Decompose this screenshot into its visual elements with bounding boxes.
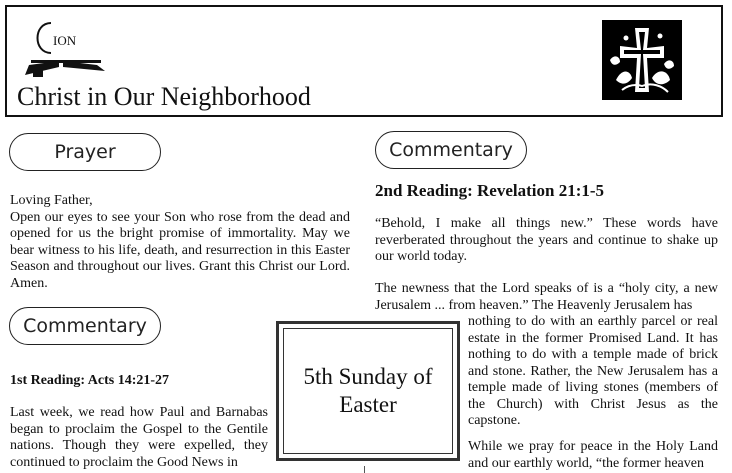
prayer-text [10, 193, 350, 292]
second-reading-paragraph-3: While we pray for peace in the Holy Land and our earthly world, “the former heaven [468, 439, 718, 471]
cion-logo-icon [19, 17, 109, 79]
first-reading-body: Last week, we read how Paul and Barnabas began to proclaim the Gospel to the Gentile nations. Though they were expelled, they continued to proclaim the Good News in [10, 405, 268, 470]
second-reading-paragraph-1: “Behold, I make all things new.” These words have reverberated throughout the years and continue to shake up our world today. [375, 216, 718, 264]
second-reading-heading: 2nd Reading: Revelation 21:1-5 [375, 181, 605, 200]
first-reading-heading: 1st Reading: Acts 14:21-27 [10, 373, 170, 388]
site-title: Christ in Our Neighborhood [17, 82, 311, 111]
commentary-label-right: Commentary [375, 131, 527, 169]
divider-tick [364, 466, 365, 473]
feature-title: 5th Sunday of Easter [283, 328, 453, 454]
prayer-body: Open our eyes to see your Son who rose from the dead and opened for us the bright promise of immortality. May we bear witness to his life, death, and resurrection in this Easter Season and throughout our lives. Grant this Christ our Lord. Amen. [10, 209, 350, 291]
commentary-label-left: Commentary [9, 307, 161, 345]
prayer-label: Prayer [9, 133, 161, 171]
cross-lily-icon [602, 20, 682, 100]
prayer-salutation: Loving Father, [10, 193, 93, 208]
second-reading-paragraph-2: The newness that the Lord speaks of is a “holy city, a new Jerusalem ... from heaven.” The Heavenly Jerusalem has [375, 281, 718, 313]
logo-text: ION [53, 33, 77, 48]
feature-box [276, 321, 460, 461]
second-reading-paragraph-2-continued: nothing to do with an earthly parcel or real estate in the former Promised Land. It has nothing to do with a temple made of brick and stone. Rather, the New Jerusalem has a temple made of living stones (members of the Church) with Christ Jesus as the capstone. [468, 314, 718, 428]
newsletter-header [5, 5, 723, 117]
